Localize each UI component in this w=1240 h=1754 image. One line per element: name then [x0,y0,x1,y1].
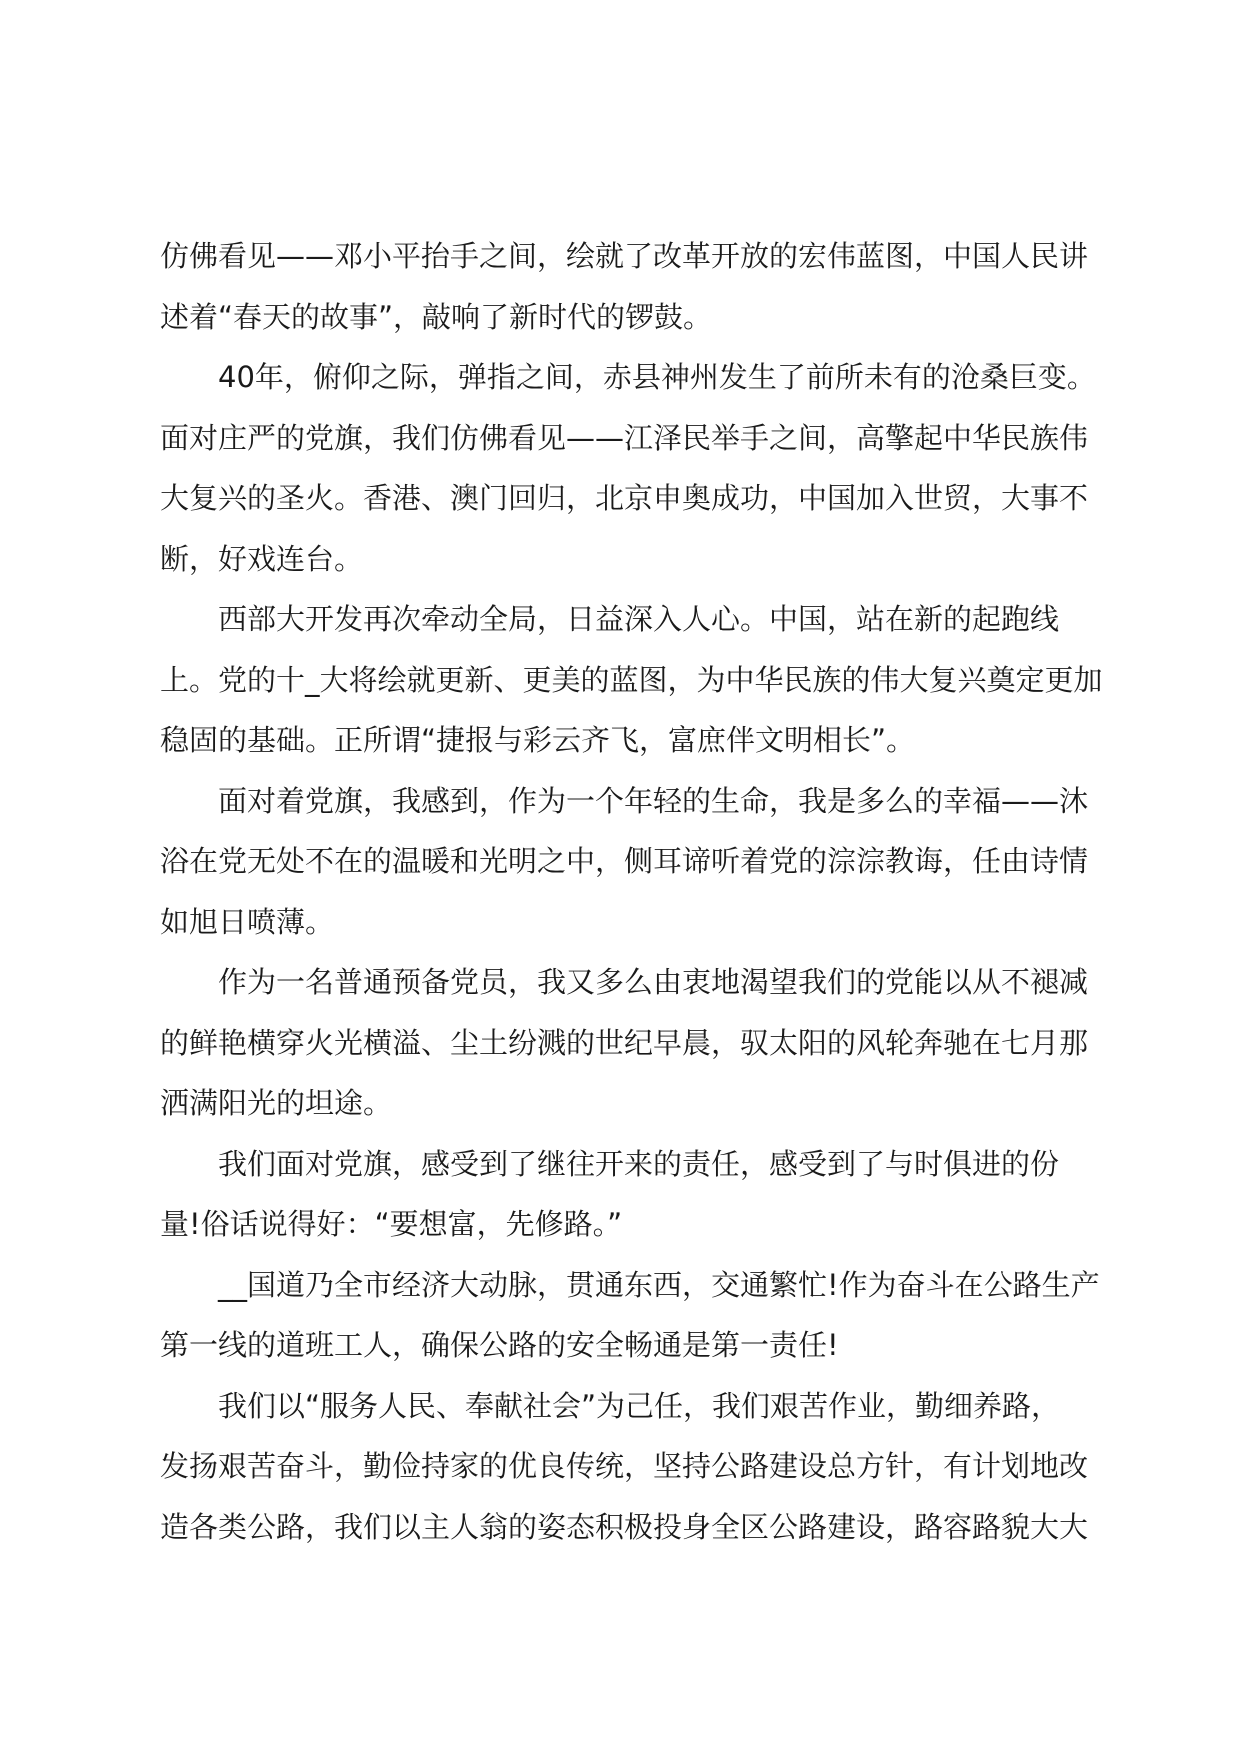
text-line: 的鲜艳横穿火光横溢、尘土纷溅的世纪早晨，驭太阳的风轮奔驰在七月那 [160,1025,1089,1060]
paragraph [160,589,1103,771]
paragraph [160,1134,1100,1255]
text-line: 如旭日喷薄。 [160,904,335,939]
text-line: 40年，俯仰之际，弹指之间，赤县神州发生了前所未有的沧桑巨变。 [218,360,1096,394]
paragraph [160,952,1100,1134]
text-line: 稳固的基础。正所谓“捷报与彩云齐飞，富庶伴文明相长”。 [160,723,916,757]
text-line: 第一线的道班工人，确保公路的安全畅通是第一责任! [160,1328,839,1362]
text-line: __国道乃全市经济大动脉，贯通东西，交通繁忙!作为奋斗在公路生产 [218,1267,1100,1302]
text-line: 造各类公路，我们以主人翁的姿态积极投身全区公路建设，路容路貌大大 [160,1509,1089,1544]
text-line: 我们以“服务人民、奉献社会”为己任，我们艰苦作业，勤细养路， [218,1388,1061,1423]
text-line: 浴在党无处不在的温暖和光明之中，侧耳谛听着党的淙淙教诲，任由诗情 [160,844,1089,878]
text-line: 西部大开发再次牵动全局，日益深入人心。中国，站在新的起跑线 [218,602,1060,636]
text-line: 量!俗话说得好：“要想富，先修路。” [160,1207,623,1241]
paragraph [160,1255,1100,1376]
paragraph [160,771,1100,953]
paragraph [160,347,1100,589]
body-text [160,226,1103,1557]
text-line: 上。党的十_大将绘就更新、更美的蓝图，为中华民族的伟大复兴奠定更加 [160,662,1103,697]
text-line: 述着“春天的故事”，敲响了新时代的锣鼓。 [160,299,713,334]
text-line: 作为一名普通预备党员，我又多么由衷地渴望我们的党能以从不褪减 [218,965,1089,999]
text-line: 面对庄严的党旗，我们仿佛看见——江泽民举手之间，高擎起中华民族伟 [160,420,1089,455]
text-line: 断，好戏连台。 [160,541,364,576]
paragraph [160,1376,1100,1558]
paragraph [160,226,1100,347]
text-line: 面对着党旗，我感到，作为一个年轻的生命，我是多么的幸福——沐 [218,783,1089,818]
text-line: 洒满阳光的坦途。 [160,1086,393,1120]
text-line: 发扬艰苦奋斗，勤俭持家的优良传统，坚持公路建设总方针，有计划地改 [160,1449,1089,1483]
text-line: 仿佛看见——邓小平抬手之间，绘就了改革开放的宏伟蓝图，中国人民讲 [160,239,1089,273]
text-line: 我们面对党旗，感受到了继往开来的责任，感受到了与时俱进的份 [218,1146,1060,1181]
text-line: 大复兴的圣火。香港、澳门回归，北京申奥成功，中国加入世贸，大事不 [160,481,1089,515]
